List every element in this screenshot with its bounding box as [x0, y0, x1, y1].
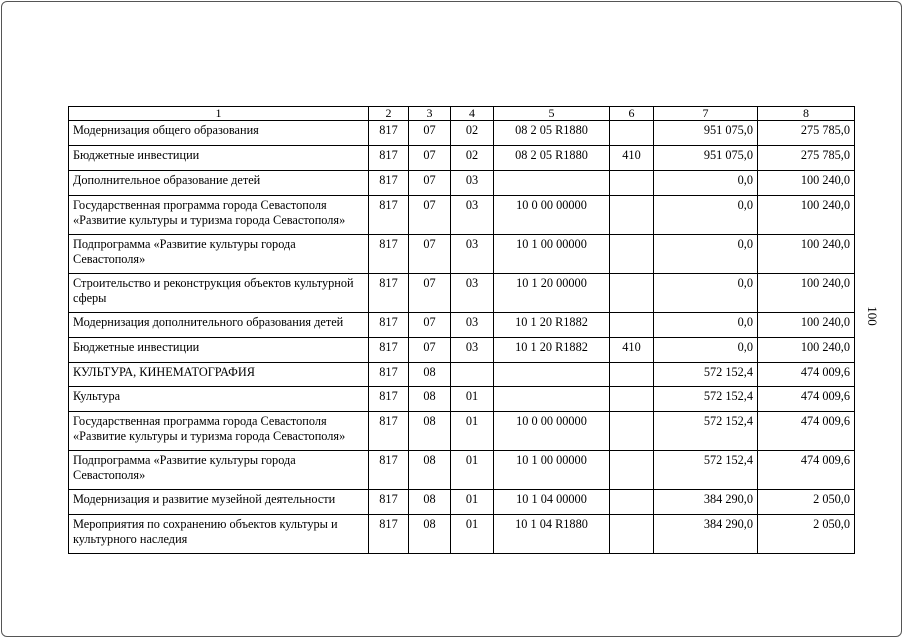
- table-row: [69, 171, 855, 196]
- table-row: [69, 196, 855, 235]
- cell-c5: 10 1 20 R1882: [494, 338, 610, 363]
- cell-c4: 03: [451, 338, 494, 363]
- cell-c5: 10 1 04 00000: [494, 490, 610, 515]
- cell-c4: 01: [451, 387, 494, 412]
- table-row: [69, 121, 855, 146]
- cell-c3: 08: [409, 412, 451, 451]
- header-col-7: 7: [654, 107, 758, 121]
- cell-c5: 08 2 05 R1880: [494, 121, 610, 146]
- cell-c4: 01: [451, 490, 494, 515]
- cell-name: Культура: [69, 387, 369, 412]
- cell-c7: 572 152,4: [654, 412, 758, 451]
- cell-c6: [610, 171, 654, 196]
- cell-c4: 01: [451, 451, 494, 490]
- cell-name: Подпрограмма «Развитие культуры города Севастополя»: [69, 235, 369, 274]
- cell-c7: 572 152,4: [654, 451, 758, 490]
- cell-c6: [610, 363, 654, 387]
- header-col-4: 4: [451, 107, 494, 121]
- cell-c6: [610, 121, 654, 146]
- header-col-5: 5: [494, 107, 610, 121]
- table-row: [69, 338, 855, 363]
- cell-c5: 10 1 00 00000: [494, 451, 610, 490]
- cell-c3: 07: [409, 121, 451, 146]
- cell-c3: 07: [409, 235, 451, 274]
- cell-c7: 951 075,0: [654, 146, 758, 171]
- cell-c2: 817: [369, 121, 409, 146]
- cell-c7: 951 075,0: [654, 121, 758, 146]
- table-row: [69, 451, 855, 490]
- cell-c4: 03: [451, 196, 494, 235]
- cell-c6: [610, 313, 654, 338]
- cell-c8: 100 240,0: [758, 196, 855, 235]
- cell-c7: 384 290,0: [654, 490, 758, 515]
- cell-c7: 0,0: [654, 338, 758, 363]
- table-row: [69, 412, 855, 451]
- cell-c6: [610, 490, 654, 515]
- cell-c6: 410: [610, 338, 654, 363]
- cell-name: Модернизация дополнительного образования детей: [69, 313, 369, 338]
- cell-c7: 0,0: [654, 171, 758, 196]
- cell-c7: 572 152,4: [654, 387, 758, 412]
- cell-c8: 100 240,0: [758, 171, 855, 196]
- cell-c6: [610, 387, 654, 412]
- cell-c5: 10 1 00 00000: [494, 235, 610, 274]
- cell-c3: 07: [409, 146, 451, 171]
- table-row: [69, 490, 855, 515]
- cell-c3: 07: [409, 196, 451, 235]
- cell-c4: 03: [451, 274, 494, 313]
- table-row: [69, 515, 855, 554]
- header-col-8: 8: [758, 107, 855, 121]
- cell-c4: [451, 363, 494, 387]
- cell-c6: [610, 196, 654, 235]
- cell-c6: 410: [610, 146, 654, 171]
- budget-table: [68, 106, 855, 554]
- cell-name: Государственная программа города Севастополя «Развитие культуры и туризма города Севастополя»: [69, 196, 369, 235]
- cell-c6: [610, 274, 654, 313]
- cell-name: Строительство и реконструкция объектов культурной сферы: [69, 274, 369, 313]
- cell-c5: 10 1 20 R1882: [494, 313, 610, 338]
- cell-c4: 02: [451, 121, 494, 146]
- cell-c8: 2 050,0: [758, 515, 855, 554]
- cell-c7: 384 290,0: [654, 515, 758, 554]
- cell-c2: 817: [369, 451, 409, 490]
- header-col-1: 1: [69, 107, 369, 121]
- cell-c8: 275 785,0: [758, 146, 855, 171]
- cell-c5: 10 1 20 00000: [494, 274, 610, 313]
- cell-c8: 474 009,6: [758, 387, 855, 412]
- cell-c5: [494, 171, 610, 196]
- cell-name: Модернизация и развитие музейной деятельности: [69, 490, 369, 515]
- cell-c5: 08 2 05 R1880: [494, 146, 610, 171]
- cell-name: Подпрограмма «Развитие культуры города Севастополя»: [69, 451, 369, 490]
- cell-c2: 817: [369, 363, 409, 387]
- cell-c2: 817: [369, 235, 409, 274]
- cell-c4: 02: [451, 146, 494, 171]
- table-row: [69, 235, 855, 274]
- cell-c7: 572 152,4: [654, 363, 758, 387]
- cell-c2: 817: [369, 412, 409, 451]
- cell-c3: 08: [409, 515, 451, 554]
- cell-c3: 07: [409, 338, 451, 363]
- cell-c8: 100 240,0: [758, 313, 855, 338]
- cell-c6: [610, 515, 654, 554]
- cell-c2: 817: [369, 338, 409, 363]
- cell-c3: 07: [409, 171, 451, 196]
- cell-c8: 100 240,0: [758, 274, 855, 313]
- cell-c3: 08: [409, 387, 451, 412]
- cell-c2: 817: [369, 313, 409, 338]
- cell-c8: 275 785,0: [758, 121, 855, 146]
- cell-c6: [610, 235, 654, 274]
- cell-name: Государственная программа города Севастополя «Развитие культуры и туризма города Севастополя»: [69, 412, 369, 451]
- cell-name: Мероприятия по сохранению объектов культуры и культурного наследия: [69, 515, 369, 554]
- cell-c4: 03: [451, 313, 494, 338]
- cell-c2: 817: [369, 490, 409, 515]
- header-col-6: 6: [610, 107, 654, 121]
- cell-c5: 10 0 00 00000: [494, 196, 610, 235]
- cell-c8: 100 240,0: [758, 338, 855, 363]
- table-row: [69, 146, 855, 171]
- cell-c5: 10 1 04 R1880: [494, 515, 610, 554]
- cell-c8: 474 009,6: [758, 363, 855, 387]
- cell-c7: 0,0: [654, 235, 758, 274]
- cell-c7: 0,0: [654, 313, 758, 338]
- cell-c5: [494, 387, 610, 412]
- cell-c7: 0,0: [654, 274, 758, 313]
- cell-c3: 08: [409, 363, 451, 387]
- cell-c2: 817: [369, 146, 409, 171]
- cell-c4: 01: [451, 412, 494, 451]
- cell-c8: 474 009,6: [758, 451, 855, 490]
- header-col-2: 2: [369, 107, 409, 121]
- cell-c6: [610, 412, 654, 451]
- cell-c7: 0,0: [654, 196, 758, 235]
- cell-c5: 10 0 00 00000: [494, 412, 610, 451]
- page-number: 100: [864, 306, 880, 326]
- cell-name: Дополнительное образование детей: [69, 171, 369, 196]
- header-col-3: 3: [409, 107, 451, 121]
- cell-c3: 08: [409, 451, 451, 490]
- cell-c3: 07: [409, 274, 451, 313]
- cell-c8: 100 240,0: [758, 235, 855, 274]
- cell-c5: [494, 363, 610, 387]
- cell-c8: 474 009,6: [758, 412, 855, 451]
- table-row: [69, 274, 855, 313]
- cell-c2: 817: [369, 274, 409, 313]
- cell-c8: 2 050,0: [758, 490, 855, 515]
- cell-c4: 01: [451, 515, 494, 554]
- table-row: [69, 313, 855, 338]
- cell-c3: 08: [409, 490, 451, 515]
- cell-c2: 817: [369, 196, 409, 235]
- cell-c4: 03: [451, 235, 494, 274]
- cell-name: Модернизация общего образования: [69, 121, 369, 146]
- cell-c2: 817: [369, 387, 409, 412]
- cell-c2: 817: [369, 515, 409, 554]
- header-row: [69, 107, 855, 121]
- cell-name: КУЛЬТУРА, КИНЕМАТОГРАФИЯ: [69, 363, 369, 387]
- cell-c3: 07: [409, 313, 451, 338]
- table-row: [69, 363, 855, 387]
- cell-c4: 03: [451, 171, 494, 196]
- cell-name: Бюджетные инвестиции: [69, 338, 369, 363]
- table-row: [69, 387, 855, 412]
- cell-c6: [610, 451, 654, 490]
- cell-c2: 817: [369, 171, 409, 196]
- cell-name: Бюджетные инвестиции: [69, 146, 369, 171]
